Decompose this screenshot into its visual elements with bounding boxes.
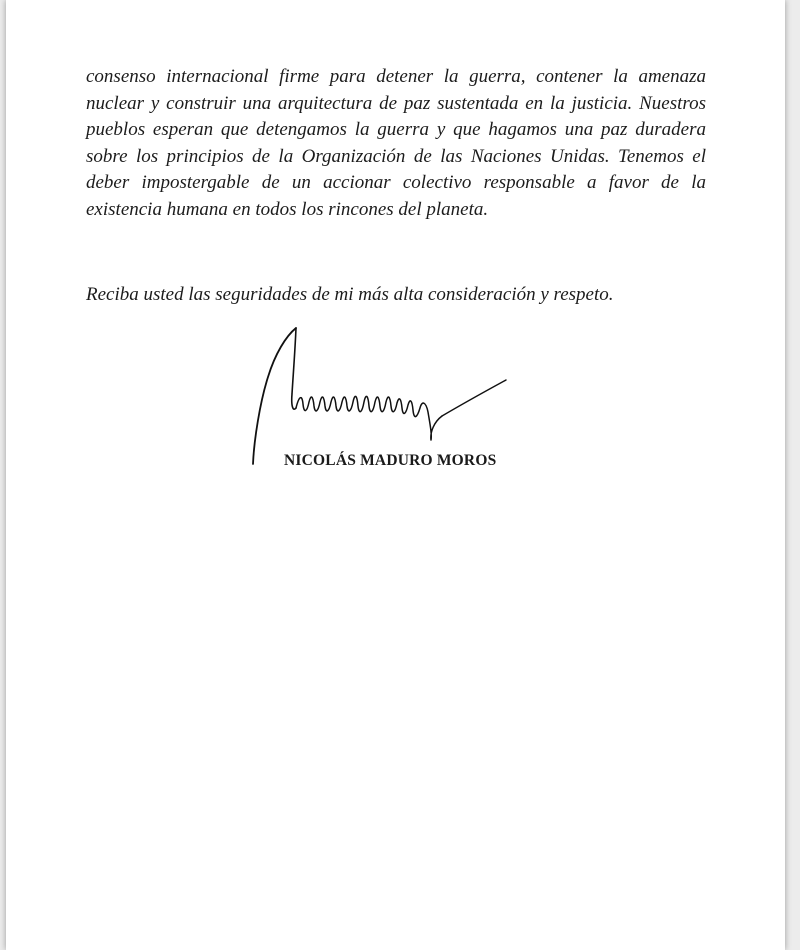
letter-closing: Reciba usted las seguridades de mi más alta consideración y respeto. [86,284,614,305]
document-page [6,0,785,950]
letter-body-paragraph: consenso internacional firme para detener la guerra, contener la amenaza nuclear y construir una arquitectura de paz sustentada en la justicia. Nuestros pueblos esperan que detengamos la guerra y que hagamos una paz duradera sobre los principios de la Organización de las Naciones Unidas. Tenemos el deber impostergable de un accionar colectivo responsable a favor de la existencia humana en todos los rincones del planeta. [86,66,706,220]
handwritten-signature [244,322,514,472]
signer-name: NICOLÁS MADURO MOROS [284,452,497,469]
